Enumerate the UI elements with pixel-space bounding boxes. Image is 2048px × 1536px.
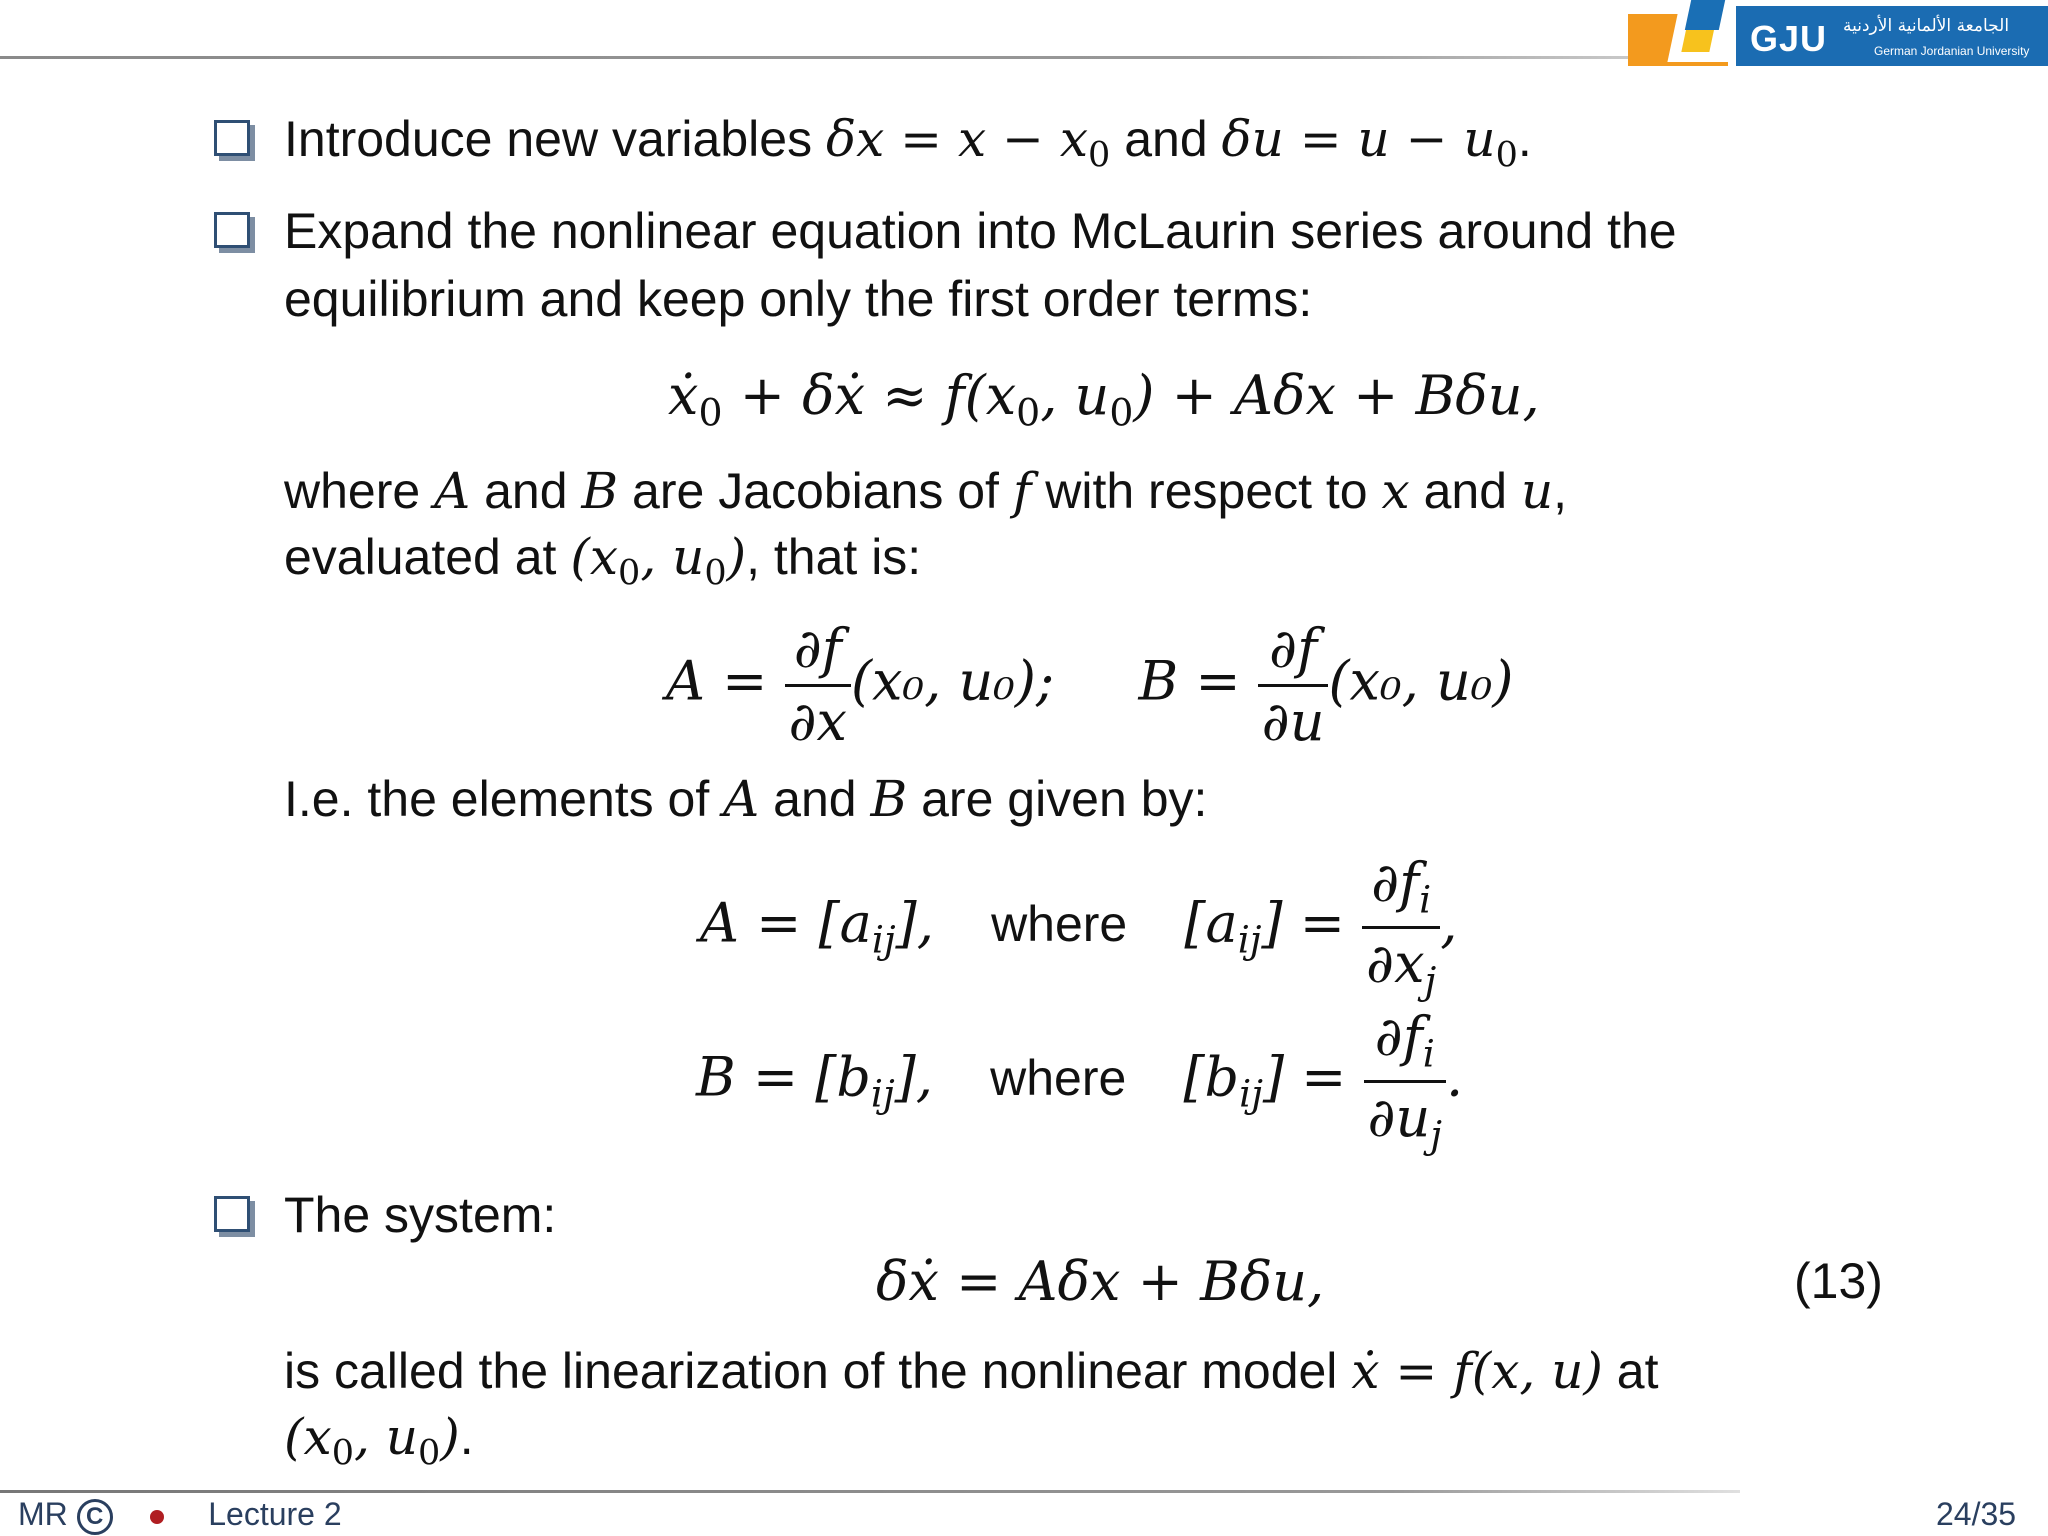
delta-x-definition xyxy=(825,110,1111,176)
text-part: and xyxy=(759,771,871,827)
eq-part: A = xyxy=(666,649,768,713)
where-word: where xyxy=(991,896,1128,953)
eq-part: ) + Aδx + Bδu, xyxy=(1133,364,1540,427)
bullet-box-icon xyxy=(214,120,250,156)
subscript: 0 xyxy=(618,553,641,594)
eq-part: [b xyxy=(1183,1045,1240,1109)
eq-part: B = [b xyxy=(696,1045,871,1109)
subscript: ij xyxy=(870,1071,895,1116)
logo-abbr: GJU xyxy=(1750,18,1828,59)
subscript: 0 xyxy=(1088,135,1111,176)
logo-english-name: German Jordanian University xyxy=(1874,44,2030,58)
nonlinear-model: ẋ = f(x, u) xyxy=(1351,1342,1603,1400)
logo-arabic-name: الجامعة الألمانية الأردنية xyxy=(1843,16,2010,36)
denominator xyxy=(1364,1083,1446,1157)
denominator: ∂u xyxy=(1261,690,1325,754)
symbol-f: f xyxy=(1012,462,1032,520)
text-part: where xyxy=(284,463,435,519)
eq-part: . xyxy=(1446,1045,1464,1109)
eq-part: δx = x − x xyxy=(825,110,1089,168)
elements-intro-line xyxy=(284,772,1207,827)
eq-part: [a xyxy=(1184,891,1238,955)
footer-author: MR xyxy=(18,1496,68,1532)
eq-part: (x₀, u₀); xyxy=(850,649,1055,713)
text-part: and xyxy=(470,463,582,519)
equilibrium-point xyxy=(570,528,747,594)
footer-lecture: Lecture 2 xyxy=(208,1496,342,1532)
subscript: 0 xyxy=(1109,390,1134,435)
subscript: ij xyxy=(871,917,896,962)
eq-part: ) xyxy=(440,1408,460,1466)
numerator xyxy=(1364,1006,1446,1083)
eq-part: (x₀, u₀) xyxy=(1328,649,1514,713)
subscript: ij xyxy=(1237,917,1262,962)
equilibrium-point xyxy=(284,1408,460,1474)
denominator xyxy=(1362,929,1440,1003)
jacobian-description-line2 xyxy=(284,530,921,593)
eq-part: A = [a xyxy=(700,891,872,955)
eq-part: , u xyxy=(354,1408,418,1466)
eq-part: ∂f xyxy=(1374,1005,1423,1068)
bullet-box-icon xyxy=(214,1196,250,1232)
eq-part: ] = xyxy=(1261,891,1345,955)
bullet3-label: The system: xyxy=(284,1187,557,1243)
eq-part: , u xyxy=(1040,364,1110,427)
subscript: ij xyxy=(1239,1071,1263,1116)
bullet1-text-part: . xyxy=(1517,111,1532,167)
eq-part: ∂f xyxy=(1371,851,1420,914)
fraction-dfi-duj xyxy=(1364,1006,1446,1157)
jacobian-description-line1 xyxy=(284,464,1567,519)
eq-part: δu = u − u xyxy=(1221,110,1496,168)
symbol-u: u xyxy=(1520,462,1554,520)
bullet-dot-icon xyxy=(150,1510,164,1524)
subscript: 0 xyxy=(418,1433,441,1474)
symbol-A: A xyxy=(434,462,471,520)
subscript: 0 xyxy=(1495,135,1518,176)
text-part: are given by: xyxy=(907,771,1208,827)
subscript: 0 xyxy=(331,1433,354,1474)
eq-part: , xyxy=(1440,891,1458,955)
fraction-df-dx xyxy=(785,618,851,753)
text-part: are Jacobians of xyxy=(618,463,1013,519)
subscript: i xyxy=(1422,1031,1435,1076)
symbol-B: B xyxy=(581,462,619,520)
eq-part: , u xyxy=(640,528,705,586)
subscript: 0 xyxy=(698,390,723,435)
text-part: with respect to xyxy=(1031,463,1382,519)
subscript: j xyxy=(1430,1112,1443,1157)
bullet-box-icon xyxy=(214,212,250,248)
jacobian-equation xyxy=(666,618,1513,753)
where-word: where xyxy=(990,1050,1127,1107)
eq-part: ], xyxy=(894,1045,933,1109)
numerator xyxy=(1362,852,1440,929)
eq-part: ] = xyxy=(1262,1045,1347,1109)
delta-u-definition xyxy=(1221,110,1518,176)
eq-part: + δẋ ≈ f(x xyxy=(722,364,1017,427)
symbol-A: A xyxy=(723,770,760,828)
symbol-B: B xyxy=(870,770,908,828)
denominator: ∂x xyxy=(788,690,847,754)
matrix-B-elements-equation xyxy=(696,1006,1463,1157)
bullet1-text-part: and xyxy=(1110,111,1222,167)
subscript: i xyxy=(1419,877,1432,922)
subscript: 0 xyxy=(704,553,727,594)
text-part: and xyxy=(1409,463,1521,519)
subscript: j xyxy=(1424,958,1437,1003)
eq-part: (x xyxy=(284,1408,332,1466)
copyright-icon: C xyxy=(77,1499,113,1535)
text-part: evaluated at xyxy=(284,529,571,585)
matrix-A-elements-equation xyxy=(700,852,1457,1003)
bullet1-text-part: Introduce new variables xyxy=(284,111,826,167)
text-part: , xyxy=(1553,463,1568,519)
numerator: ∂f xyxy=(1258,618,1329,687)
subscript: 0 xyxy=(1016,390,1041,435)
eq-part: ẋ xyxy=(668,364,699,427)
eq-part: ∂x xyxy=(1366,931,1425,995)
numerator: ∂f xyxy=(785,618,851,687)
eq-part: ], xyxy=(895,891,934,955)
linearized-system-equation: δẋ = Aδx + Bδu, xyxy=(876,1250,1325,1313)
text-part: . xyxy=(459,1409,474,1465)
text-part: at xyxy=(1602,1343,1659,1399)
eq-part: B = xyxy=(1138,649,1241,713)
eq-part: (x xyxy=(570,528,619,586)
bullet1-text xyxy=(284,112,1532,175)
equation-number: (13) xyxy=(1794,1253,1883,1309)
text-part: , that is: xyxy=(746,529,922,585)
eq-part: ∂u xyxy=(1367,1085,1431,1149)
linearization-statement-line1 xyxy=(284,1344,1659,1399)
fraction-df-du xyxy=(1258,618,1329,753)
fraction-dfi-dxj xyxy=(1362,852,1440,1003)
text-part: I.e. the elements of xyxy=(284,771,724,827)
bullet2-line2: equilibrium and keep only the first order terms: xyxy=(284,271,1313,327)
mclaurin-expansion-equation xyxy=(668,366,1540,434)
footer-left xyxy=(18,1496,342,1536)
footer-rule xyxy=(0,1490,1740,1493)
text-part: is called the linearization of the nonlinear model xyxy=(284,1343,1352,1399)
linearization-statement-line2 xyxy=(284,1410,474,1473)
footer-page-number: 24/35 xyxy=(1936,1496,2017,1532)
eq-part: ) xyxy=(726,528,747,586)
bullet2-line1: Expand the nonlinear equation into McLaurin series around the xyxy=(284,203,1677,259)
symbol-x: x xyxy=(1381,462,1410,520)
